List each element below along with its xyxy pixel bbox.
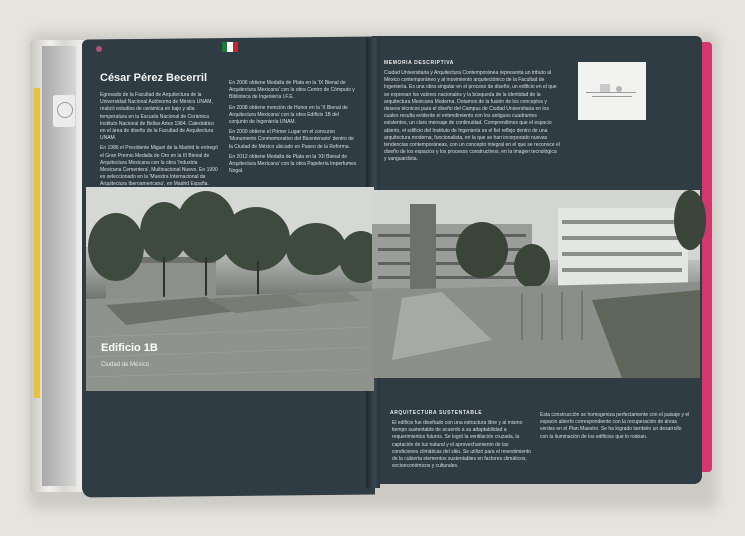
memoria-text: Ciudad Universitaria y Arquitectura Contemporánea representa un tributo al México contemporáneo y al movimiento arquitectónico de la Facultad de Ingeniería. Es una obra singular en el proceso de diseño, un edificio en el que se expresan los valores nacionales y la búsqueda de la identidad de la arquitectura Mexicana Moderna. Dotamos de la fusión de los conceptos y deseos técnicos para el diseño del Campus de Ciudad Universitaria en los cuales resulta evidente el entendimiento con los antiguos cuadrantes existentes, un claro mensaje de continuidad. Comprendimos que el espacio abierto, el edificio del Instituto de Ingeniería es el fiel reflejo dentro de una arquitectura moderna, funcionalista, en la que se han incorporado nuevas tendencias contemporáneas, con un concepto integral en el que se reconoce el diseño de los espacios y los procesos constructivos, en la imagen tecnológica y vanguardista. [384,70,560,163]
architectural-sketch [578,62,646,120]
yellow-bookmark [34,88,40,398]
mexico-flag-icon [222,42,238,52]
landscape-text: Esta construcción se homogeniza perfectamente con el paisaje y el espacio abierto correspondiente con la recuperación de áreas verdes en el Plan Maestro. Se ha logrado también un desarrollo con la iluminación de los edificios que lo rodean. [540,412,690,440]
photo-edificio-plaza [86,187,374,391]
bio-paragraph: En 2009 obtiene el Primer Lugar en el concurso 'Monumento Conmemorativo del Bicentenario' dentro de la Ciudad de México ubicado en Paseo de la Reforma. [229,129,354,150]
bio-paragraph: En 1986 el Presidente Miguel de la Madrid le entregó el Gran Premio Medalla de Oro en la III Bienal de Arquitectura Mexicana con la obra 'Industria Mexicana Cementera', Multinacional Nuevo. En 1990 es seleccionado en la 'Muestra Internacional de Arquitectura Iberoamericana', en Madrid España. [100,145,218,188]
photo-subtitle: Ciudad de México [101,362,150,368]
bio-column-1 [100,92,218,188]
section-title-sustentable: ARQUITECTURA SUSTENTABLE [390,410,483,416]
page-marker-dot [96,46,102,52]
bio-paragraph: En 2006 obtiene Medalla de Plata en la 'IX Bienal de Arquitectura Mexicana' con la obra Centro de Cómputo y Biblioteca de Ingeniería I.F.E. [229,80,355,101]
section-title-memoria: MEMORIA DESCRIPTIVA [384,60,455,66]
bio-column-2 [229,80,359,176]
bio-paragraph: En 2012 obtiene Medalla de Plata en la 'XII Bienal de Arquitectura Mexicana' con la obra Papelería Imperfumes Nogal. [229,153,357,175]
architect-name: César Pérez Becerril [100,72,208,84]
bio-paragraph: En 2008 obtiene mención de Honor en la 'X Bienal de Arquitectura Mexicana' con la obra Edificio 1B del conjunto de Ingeniería UNAM. [229,104,348,126]
bio-paragraph: Egresado de la Facultad de Arquitectura de la Universidad Nacional Autónoma de México UNAM, realizó estudios de cerámica en bajo y alta temperatura en la Escuela Nacional de Cerámica Instituto Nacional de Bellas Artes 1984. Catedrático en el área de diseño de la Facultad de Arquitectura UNAM. [100,92,214,142]
photo-campus-buildings [372,190,700,378]
unam-seal-icon [53,95,75,127]
photo-title: Edificio 1B [101,342,158,354]
sustentable-text: El edificio fue diseñado con una estructura libre y al mismo tiempo sustentable de acuerdo a su adaptabilidad a requerimientos futuros. Se logró la ventilación cruzada, la captación de luz natural y el aprovechamiento de las condiciones climáticas del sitio. Se utilizó para el revestimiento de la cubierta elementos sustentables en factores climáticos, socioeconómicos y culturales. [392,420,531,470]
